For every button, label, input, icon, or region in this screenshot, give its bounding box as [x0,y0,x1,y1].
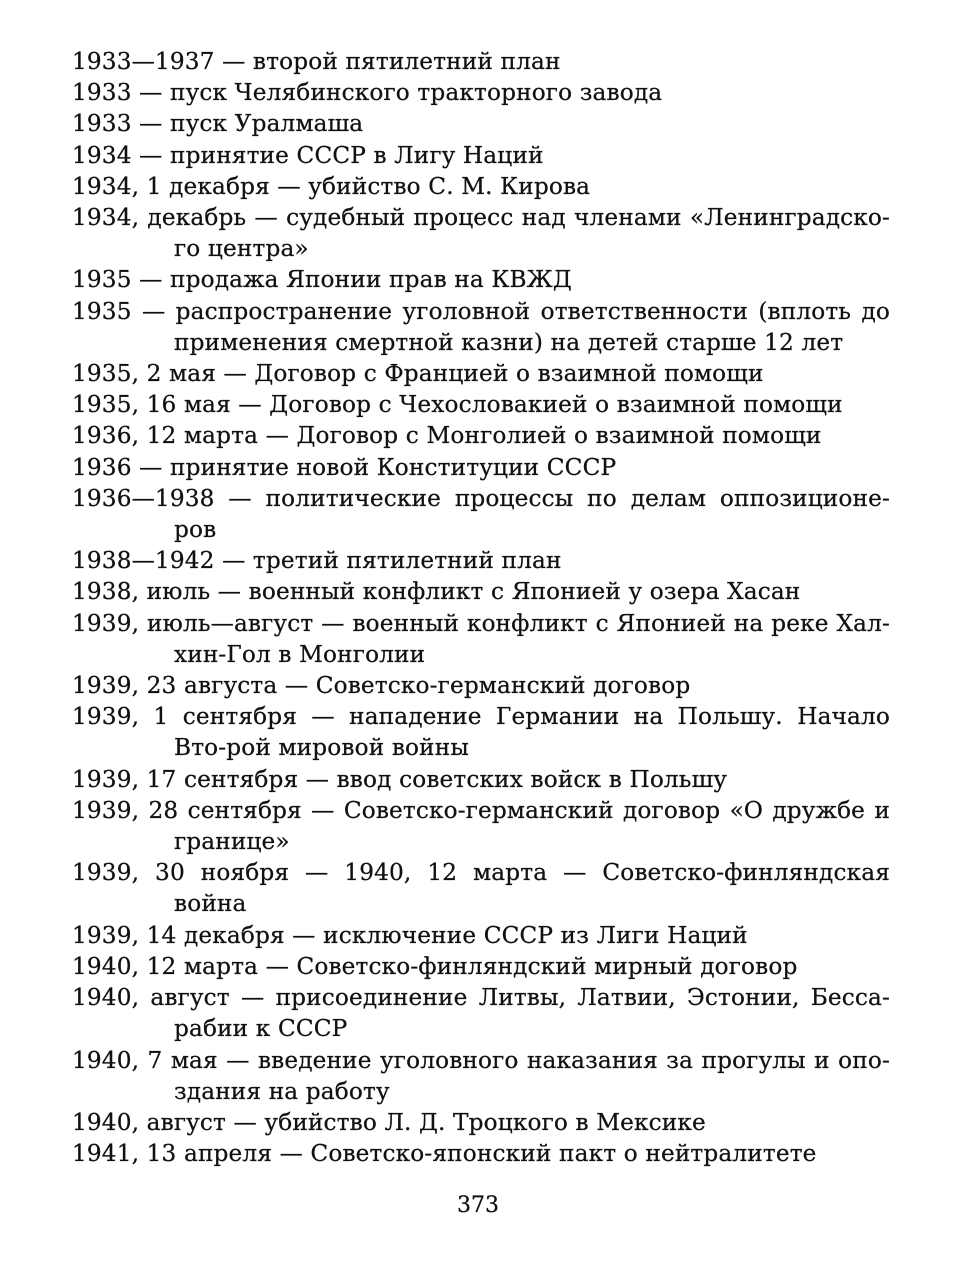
chronology-entry: 1940, 12 марта — Советско-финляндский мирный договор [72,952,798,980]
chronology-entry: 1934 — принятие СССР в Лигу Наций [72,141,544,169]
chronology-entry: 1936, 12 марта — Договор с Монголией о взаимной помощи [72,422,822,450]
chronology-entry: 1936 — принятие новой Конституции СССР [72,453,617,481]
chronology-entry: 1938, июль — военный конфликт с Японией у озера Хасан [72,578,801,606]
page-number: 373 [457,1193,499,1218]
chronology-entry: 1935, 16 мая — Договор с Чехословакией о взаимной помощи [72,391,843,419]
chronology-entry: 1934, 1 декабря — убийство С. М. Кирова [72,172,591,200]
chronology-entry: 1938—1942 — третий пятилетний план [72,547,562,575]
chronology-entry: 1933—1937 — второй пятилетний план [72,48,561,75]
chronology-entry: 1940, август — присоединение Литвы, Латвии, Эстонии, Бесса-рабии к СССР [72,984,890,1043]
chronology-entry: 1935 — продажа Японии прав на КВЖД [72,266,572,294]
chronology-entry: 1939, 30 ноября — 1940, 12 марта — Советско-финляндская война [72,859,890,918]
chronology-entry: 1935 — распространение уголовной ответственности (вплоть до применения смертной казни) на детей старше 12 лет [72,297,890,356]
chronology-entry: 1940, август — убийство Л. Д. Троцкого в Мексике [72,1108,706,1136]
chronology-entry: 1939, 28 сентября — Советско-германский договор «О дружбе и границе» [72,796,890,856]
chronology-entry: 1939, 14 декабря — исключение СССР из Лиги Наций [72,921,748,949]
chronology-list [72,46,890,1169]
chronology-entry: 1939, 1 сентября — нападение Германии на Польшу. Начало Вто-рой мировой войны [72,703,890,762]
chronology-entry: 1934, декабрь — судебный процесс над членами «Ленинградско-го центра» [72,204,890,263]
chronology-entry: 1940, 7 мая — введение уголовного наказания за прогулы и опо-здания на работу [72,1046,890,1105]
chronology-entry: 1933 — пуск Уралмаша [72,110,364,138]
chronology-entry: 1935, 2 мая — Договор с Францией о взаимной помощи [72,360,764,388]
chronology-entry: 1939, июль—август — военный конфликт с Японией на реке Хал-хин-Гол в Монголии [72,609,890,668]
chronology-entry: 1941, 13 апреля — Советско-японский пакт о нейтралитете [72,1140,817,1168]
chronology-entry: 1939, 17 сентября — ввод советских войск в Польшу [72,765,728,793]
chronology-entry: 1933 — пуск Челябинского тракторного завода [72,79,663,107]
chronology-entry: 1936—1938 — политические процессы по делам оппозиционе-ров [72,484,890,544]
chronology-entry: 1939, 23 августа — Советско-германский договор [72,672,691,700]
